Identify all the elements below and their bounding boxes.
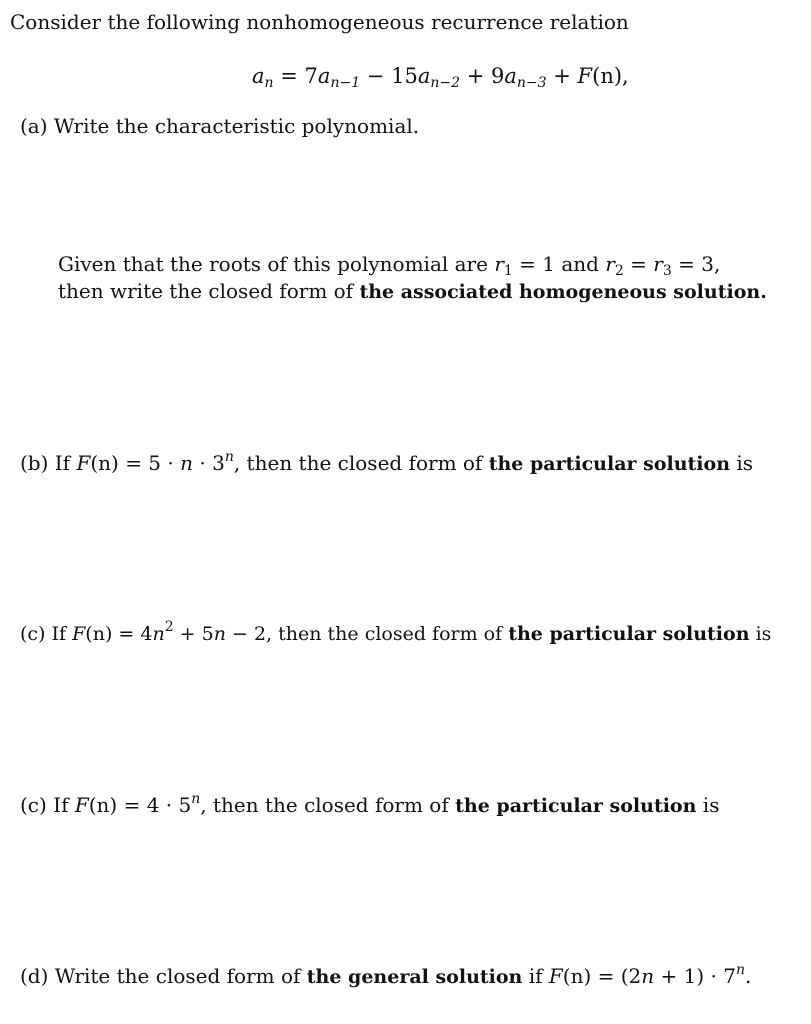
eq-a: a bbox=[252, 64, 265, 88]
given-text-2: then write the closed form of bbox=[58, 279, 354, 303]
intro-label: Consider the following nonhomogeneous recurrence relation bbox=[10, 10, 629, 34]
eq-a2: a bbox=[417, 64, 431, 88]
given-bold: the associated homogeneous solution. bbox=[359, 281, 767, 303]
part-d-end: . bbox=[745, 964, 752, 988]
part-b bbox=[20, 450, 753, 477]
part-c2-if: If bbox=[53, 793, 69, 817]
part-b-if: If bbox=[54, 451, 71, 475]
given-text-1: Given that the roots of this polynomial are bbox=[58, 252, 488, 276]
eq-a1: a bbox=[317, 64, 331, 88]
part-c1 bbox=[20, 621, 771, 647]
part-c1-n1: n bbox=[152, 623, 165, 645]
eq-coef-3: 9 bbox=[491, 64, 505, 88]
part-d-F: F bbox=[548, 964, 563, 988]
part-c2-end: is bbox=[702, 793, 720, 817]
eq-op-3: + bbox=[553, 64, 571, 88]
part-b-arg: (n) = 5 · bbox=[90, 451, 174, 475]
part-c1-minus: − 2, then the closed form of bbox=[232, 623, 503, 645]
eq-a3: a bbox=[504, 64, 517, 88]
part-c1-arg: (n) = 4 bbox=[85, 623, 153, 645]
part-c1-plus: + 5 bbox=[179, 623, 214, 645]
part-c1-label: (c) bbox=[20, 623, 46, 645]
eq-sub-n: n bbox=[264, 75, 274, 91]
given-roots-line bbox=[58, 251, 720, 277]
part-b-end: is bbox=[736, 451, 754, 475]
part-d-arg: (n) = (2 bbox=[562, 964, 642, 988]
eq-coef-1: 7 bbox=[304, 64, 318, 88]
root-eq-2: = bbox=[630, 252, 647, 276]
intro-text bbox=[10, 9, 629, 35]
root-r2: r bbox=[605, 252, 615, 276]
root-sub-1: 1 bbox=[503, 263, 513, 279]
part-a bbox=[20, 113, 419, 139]
eq-sub-1: n−1 bbox=[330, 75, 361, 91]
part-c2-label: (c) bbox=[20, 793, 47, 817]
eq-coef-2: 15 bbox=[391, 64, 418, 88]
part-c2 bbox=[20, 792, 719, 819]
part-d-sup: n bbox=[736, 962, 746, 978]
part-a-text: Write the characteristic polynomial. bbox=[53, 114, 420, 138]
part-d-rest: + 1) · 7 bbox=[660, 964, 736, 988]
part-c1-bold: the particular solution bbox=[508, 623, 750, 645]
eq-op-2: + bbox=[466, 64, 485, 88]
part-c2-sup: n bbox=[191, 791, 201, 807]
root-eq-3: = 3, bbox=[678, 252, 721, 276]
part-c1-n2: n bbox=[213, 623, 226, 645]
eq-op-1: − bbox=[366, 64, 385, 88]
root-sub-2: 2 bbox=[614, 263, 624, 279]
eq-F-arg: (n), bbox=[592, 64, 629, 88]
part-b-bold: the particular solution bbox=[488, 453, 731, 475]
eq-sub-3: n−3 bbox=[516, 75, 547, 91]
part-c2-arg: (n) = 4 · 5 bbox=[88, 793, 192, 817]
part-c1-if: If bbox=[51, 623, 67, 645]
root-eq-1: = 1 and bbox=[519, 252, 599, 276]
recurrence-equation bbox=[252, 63, 629, 89]
eq-sub-2: n−2 bbox=[430, 75, 461, 91]
given-closed-form-line bbox=[58, 278, 767, 305]
part-d-bold: the general solution bbox=[306, 966, 523, 988]
part-c1-F: F bbox=[72, 623, 86, 645]
part-c2-bold: the particular solution bbox=[455, 795, 697, 817]
part-b-n: n bbox=[180, 451, 193, 475]
part-c2-F: F bbox=[74, 793, 89, 817]
part-d-text: Write the closed form of bbox=[54, 964, 301, 988]
eq-F: F bbox=[577, 64, 593, 88]
part-c1-end: is bbox=[755, 623, 772, 645]
root-sub-3: 3 bbox=[662, 263, 672, 279]
part-b-label: (b) bbox=[20, 451, 49, 475]
part-b-sup: n bbox=[224, 449, 234, 465]
root-r1: r bbox=[494, 252, 504, 276]
part-a-label: (a) bbox=[20, 114, 48, 138]
root-r3: r bbox=[653, 252, 663, 276]
part-b-F: F bbox=[76, 451, 91, 475]
part-d bbox=[20, 963, 751, 990]
part-b-rest: , then the closed form of bbox=[233, 451, 483, 475]
part-d-n: n bbox=[641, 964, 655, 988]
part-c2-rest: , then the closed form of bbox=[200, 793, 449, 817]
part-d-if: if bbox=[528, 964, 543, 988]
part-c1-sup: 2 bbox=[164, 619, 174, 635]
eq-equals: = bbox=[280, 64, 298, 88]
part-d-label: (d) bbox=[20, 964, 49, 988]
part-b-dot3: · 3 bbox=[199, 451, 225, 475]
